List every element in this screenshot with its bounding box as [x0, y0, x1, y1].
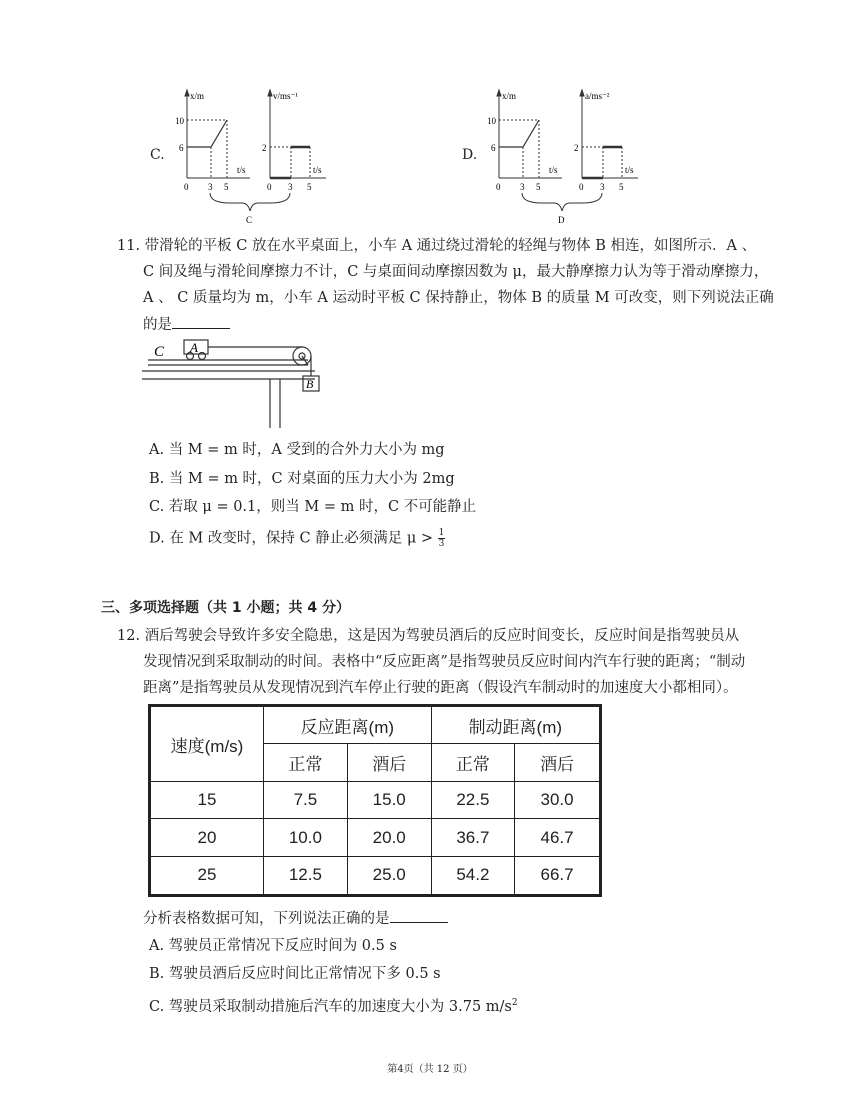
- table-row: 20 10.0 20.0 36.7 46.7: [150, 819, 601, 856]
- t-tick-0: 0: [184, 182, 189, 192]
- tick-10: 10: [175, 116, 184, 126]
- fig-label-c: C: [154, 344, 165, 360]
- fig-label-a: A: [190, 340, 198, 355]
- tick-6: 6: [179, 143, 184, 153]
- svg-text:0: 0: [267, 182, 272, 192]
- svg-text:t/s: t/s: [625, 165, 634, 175]
- brace-d-label: D: [558, 215, 565, 225]
- x-axis-label: x/m: [190, 91, 205, 101]
- brace-c: [210, 193, 290, 211]
- brace-c-label: C: [246, 215, 253, 225]
- graph-c: [170, 85, 350, 225]
- q12-analysis: 分析表格数据可知，下列说法正确的是: [143, 908, 448, 929]
- a-axis-label: a/ms⁻²: [585, 91, 610, 101]
- svg-text:5: 5: [307, 182, 312, 192]
- q11-line3: A 、 C 质量均为 m，小车 A 运动时平板 C 保持静止，物体 B 的质量 M 可改变，则下列说法正确: [143, 290, 774, 306]
- brace-d: [522, 193, 602, 211]
- svg-text:3: 3: [520, 182, 525, 192]
- graph-d: [482, 85, 662, 225]
- q11-line2: C 间及绳与滑轮间摩擦力不计，C 与桌面间动摩擦因数为 μ，最大静摩擦力认为等于滑动摩擦力，: [143, 264, 769, 280]
- svg-text:5: 5: [536, 182, 541, 192]
- q11-line4: 的是: [143, 314, 230, 335]
- header-speed: 速度(m/s): [150, 706, 264, 782]
- header-reaction-normal: 正常: [264, 744, 348, 782]
- q11-option-a[interactable]: A. 当 M = m 时，A 受到的合外力大小为 mg: [149, 442, 445, 458]
- fraction-one-third: $\frac{1}{3}$: [438, 528, 445, 549]
- t-tick-3: 3: [208, 182, 213, 192]
- q11-option-c[interactable]: C. 若取 μ = 0.1，则当 M = m 时，C 不可能静止: [149, 499, 477, 515]
- page-footer: 第4页（共 12 页）: [387, 1064, 473, 1075]
- header-reaction-drunk: 酒后: [347, 744, 431, 782]
- svg-text:3: 3: [288, 182, 293, 192]
- fig-label-b: B: [306, 377, 314, 391]
- t-tick-5: 5: [224, 182, 229, 192]
- answer-blank-12[interactable]: [390, 908, 448, 923]
- svg-text:6: 6: [491, 143, 496, 153]
- svg-text:0: 0: [496, 182, 501, 192]
- q12-line3: 距离”是指驾驶员从发现情况到汽车停止行驶的距离（假设汽车制动时的加速度大小都相同）。: [143, 680, 738, 696]
- header-reaction: 反应距离(m): [264, 706, 432, 744]
- svg-text:10: 10: [487, 116, 496, 126]
- header-braking-normal: 正常: [431, 744, 515, 782]
- header-braking-drunk: 酒后: [515, 744, 601, 782]
- q12-option-a[interactable]: A. 驾驶员正常情况下反应时间为 0.5 s: [149, 938, 397, 954]
- svg-text:x/m: x/m: [502, 91, 517, 101]
- option-c-label: C.: [150, 147, 165, 163]
- table-row: 15 7.5 15.0 22.5 30.0: [150, 782, 601, 819]
- section-3-title: 三、多项选择题（共 1 小题；共 4 分）: [101, 600, 350, 616]
- q11-option-b[interactable]: B. 当 M = m 时，C 对桌面的压力大小为 2mg: [149, 471, 455, 487]
- q12-option-c[interactable]: C. 驾驶员采取制动措施后汽车的加速度大小为 3.75 $m/s^2$: [149, 998, 518, 1015]
- svg-text:3: 3: [600, 182, 605, 192]
- option-d-label: D.: [462, 147, 478, 163]
- q12-option-b[interactable]: B. 驾驶员酒后反应时间比正常情况下多 0.5 s: [149, 966, 441, 982]
- t-label-2: t/s: [313, 165, 322, 175]
- q11-option-d[interactable]: D. 在 M 改变时，保持 C 静止必须满足 μ > $\frac{1}{3}$: [149, 528, 445, 549]
- header-braking: 制动距离(m): [431, 706, 600, 744]
- q12-line1: 12. 酒后驾驶会导致许多安全隐患，这是因为驾驶员酒后的反应时间变长，反应时间是指驾驶员从: [117, 628, 740, 644]
- svg-text:0: 0: [579, 182, 584, 192]
- data-table: [148, 704, 602, 897]
- tick-2: 2: [262, 143, 267, 153]
- q12-line2: 发现情况到采取制动的时间。表格中“反应距离”是指驾驶员反应时间内汽车行驶的距离；“制动: [143, 654, 746, 670]
- t-label: t/s: [237, 165, 246, 175]
- answer-blank[interactable]: [172, 314, 230, 329]
- v-axis-label: v/ms⁻¹: [273, 91, 298, 101]
- q11-line1: 11. 带滑轮的平板 C 放在水平桌面上，小车 A 通过绕过滑轮的轻绳与物体 B 相连，如图所示．A 、: [117, 238, 757, 254]
- q11-figure: [140, 332, 340, 432]
- svg-text:5: 5: [619, 182, 624, 192]
- svg-text:t/s: t/s: [549, 165, 558, 175]
- svg-text:2: 2: [574, 143, 579, 153]
- table-row: 25 12.5 25.0 54.2 66.7: [150, 856, 601, 895]
